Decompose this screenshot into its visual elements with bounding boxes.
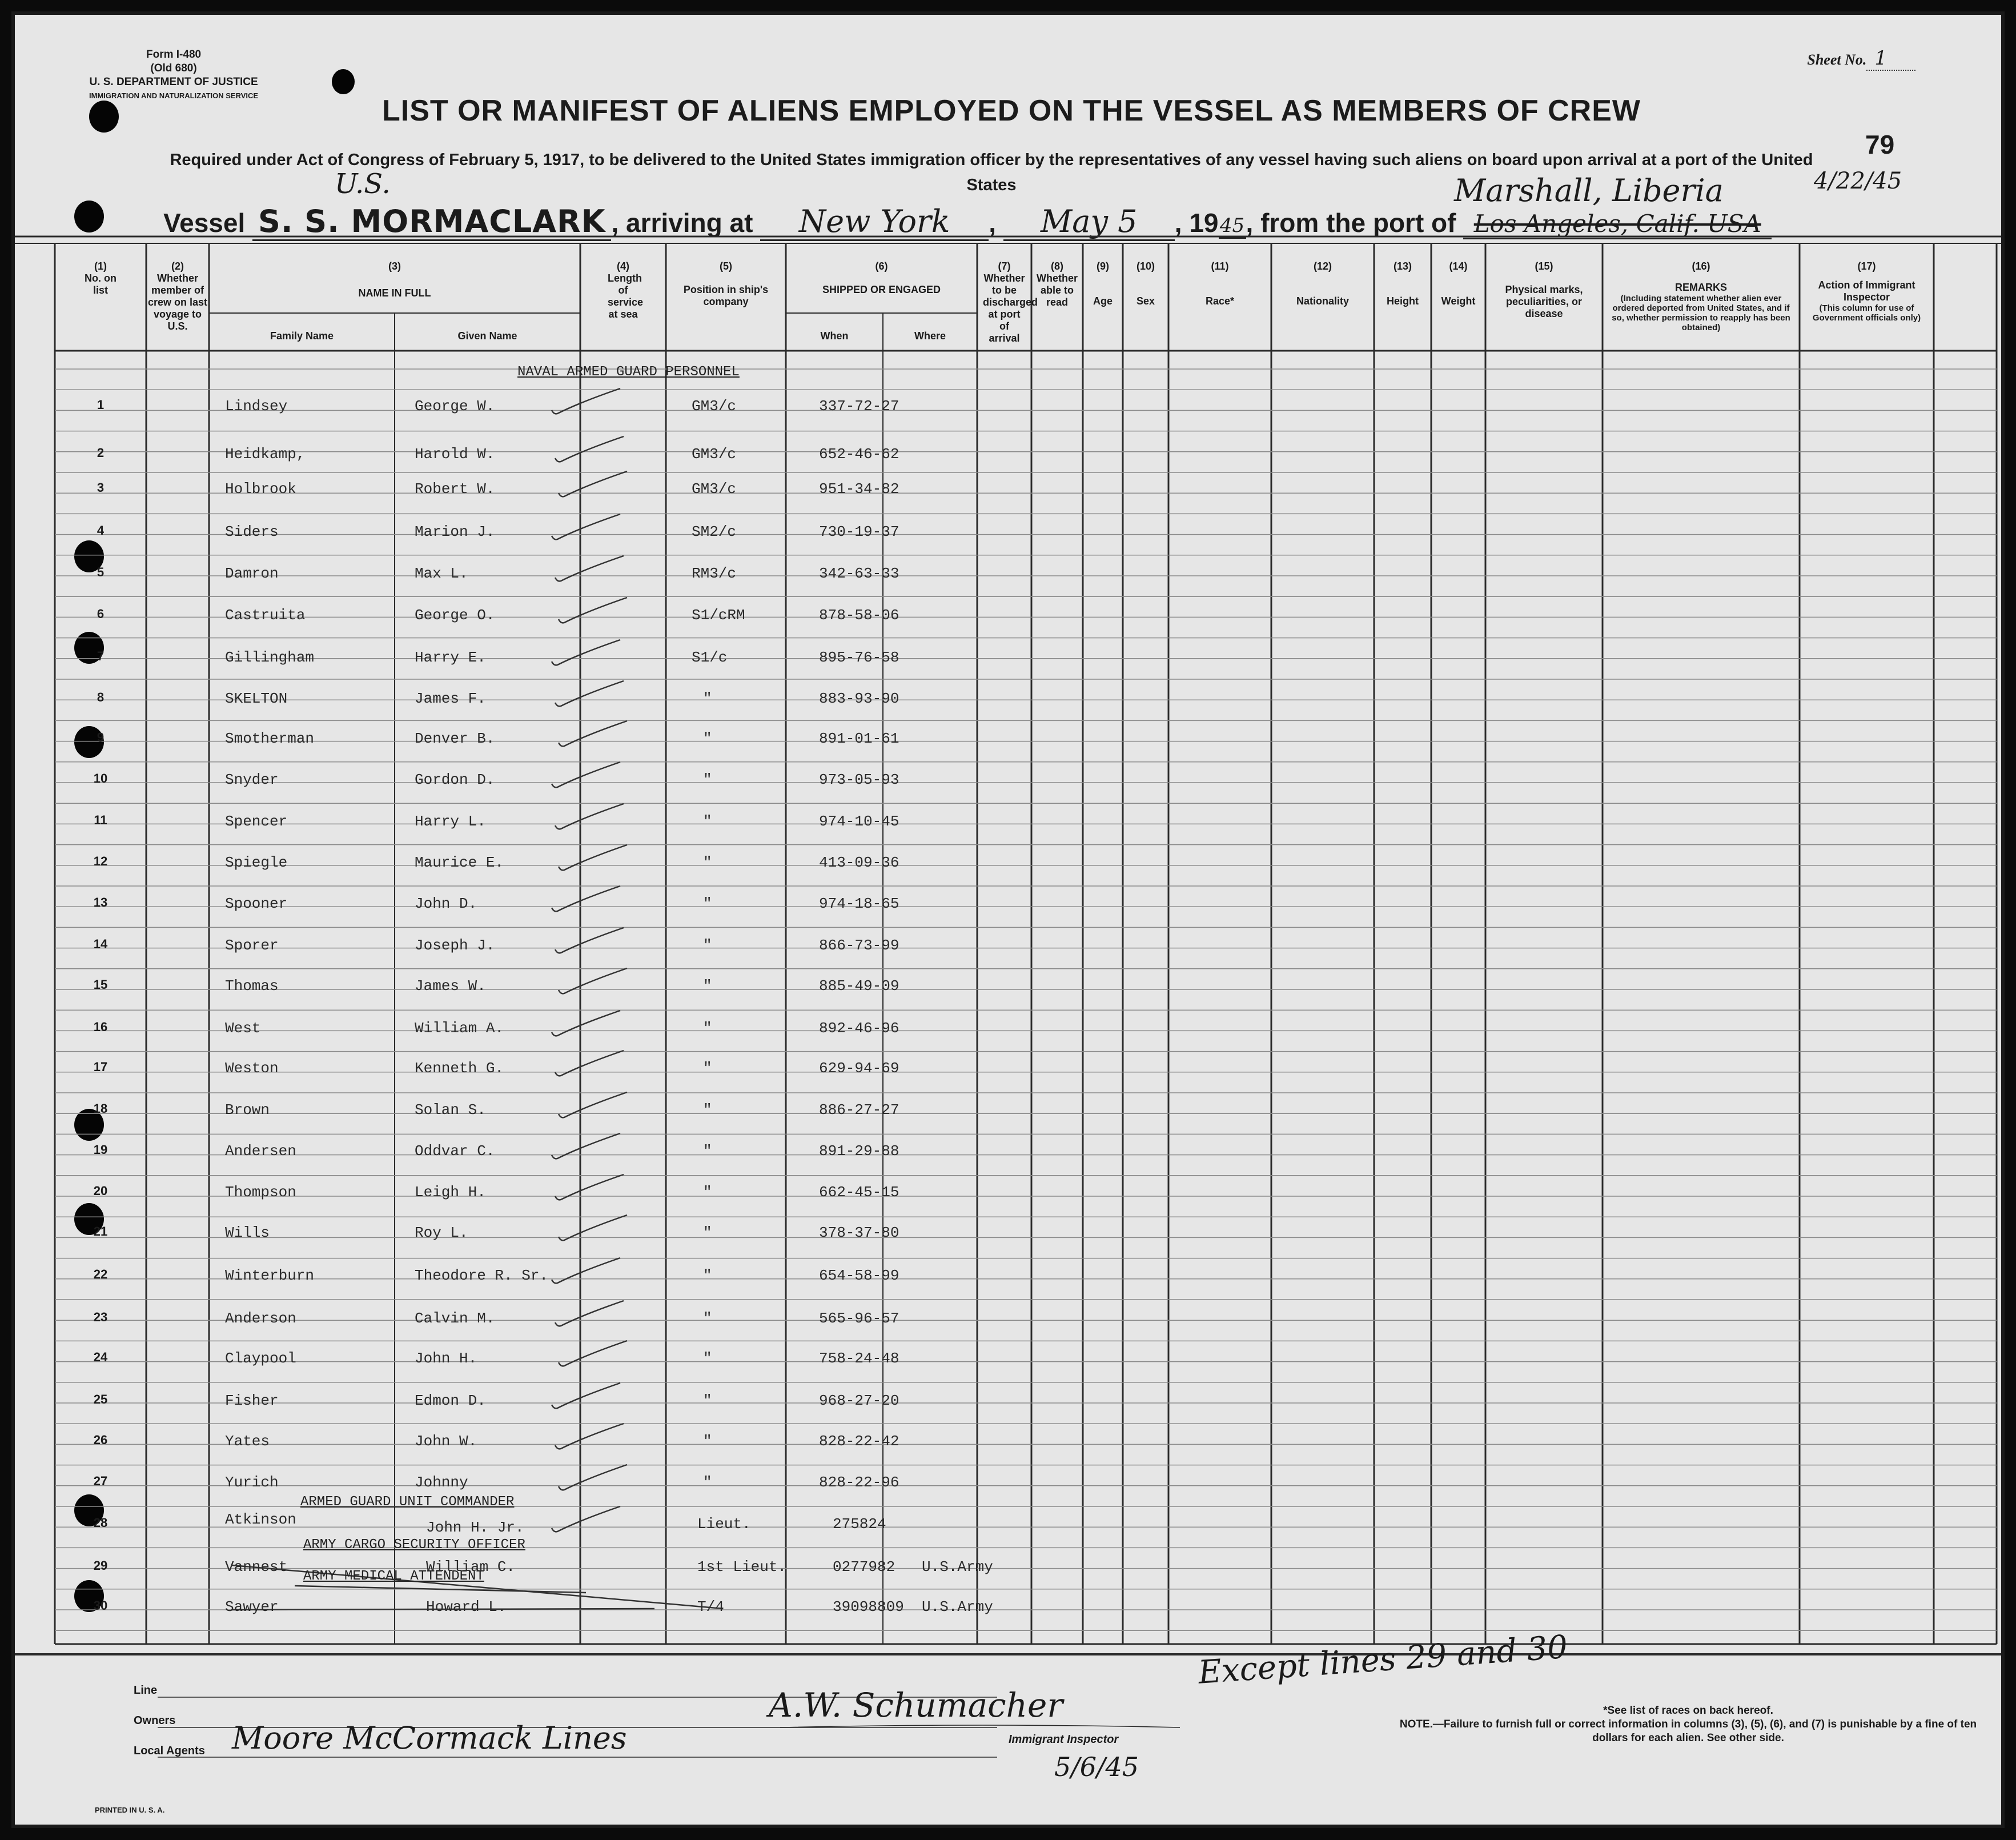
- check-mark: [559, 598, 627, 623]
- position: RM3/c: [692, 565, 737, 582]
- department-name: U. S. DEPARTMENT OF JUSTICE: [89, 76, 258, 88]
- vessel-line: Vessel S. S. MORMACLARK , arriving at New York , May 5 , 1945, from the port of Los Angeles, Calif. USA: [163, 203, 1772, 241]
- col-header-family: Family Name: [270, 330, 334, 342]
- col-header-14: (14) Weight: [1441, 260, 1476, 307]
- position: ": [703, 1101, 712, 1119]
- given-name: Kenneth G.: [415, 1060, 504, 1077]
- row-number: 8: [97, 690, 105, 704]
- family-name: Thompson: [225, 1184, 296, 1201]
- row-number: 11: [94, 813, 107, 827]
- section-army-cargo-officer: ARMY CARGO SECURITY OFFICER: [303, 1537, 525, 1553]
- family-name: Vannest: [225, 1558, 288, 1576]
- shipped-when: 866-73-99: [819, 937, 899, 954]
- shipped-when: 892-46-96: [819, 1020, 899, 1037]
- shipped-when: 413-09-36: [819, 854, 899, 871]
- col-header-13: (13) Height: [1387, 260, 1419, 307]
- col-header-given: Given Name: [457, 330, 517, 342]
- given-name: Denver B.: [415, 730, 495, 747]
- shipped-when: 973-05-93: [819, 771, 899, 788]
- check-mark: [552, 1506, 620, 1532]
- arrival-date: May 5: [1003, 203, 1175, 241]
- given-name: Oddvar C.: [415, 1143, 495, 1160]
- form-number: Form I-480: [146, 49, 202, 61]
- sheet-value: 1: [1866, 47, 1915, 71]
- vessel-name: S. S. MORMACLARK: [252, 203, 611, 241]
- position: S1/c: [692, 649, 728, 666]
- check-mark: [552, 1383, 620, 1408]
- arriving-label: , arriving at: [611, 208, 753, 238]
- shipped-when: 758-24-48: [819, 1350, 899, 1367]
- section-army-medical: ARMY MEDICAL ATTENDENT: [303, 1569, 484, 1584]
- given-name: George O.: [415, 607, 495, 624]
- position: ": [703, 1224, 712, 1241]
- handwritten-date: 4/22/45: [1814, 168, 1902, 194]
- family-name: West: [225, 1020, 261, 1037]
- family-name: Spencer: [225, 813, 288, 830]
- family-name: Thomas: [225, 977, 279, 995]
- given-name: Calvin M.: [415, 1310, 495, 1327]
- col-header-16: (16) REMARKS (Including statement whether alien ever ordered deported from United States, and if so, whether permission to reapply has been obtained): [1612, 260, 1790, 332]
- family-name: Sawyer: [225, 1598, 279, 1615]
- shipped-when: 974-18-65: [819, 895, 899, 912]
- shipped-when: 342-63-33: [819, 565, 899, 582]
- given-name: James W.: [415, 977, 486, 995]
- family-name: Snyder: [225, 771, 279, 788]
- given-name: Harold W.: [415, 446, 495, 463]
- position: ": [703, 1474, 712, 1491]
- row-number: 30: [93, 1598, 108, 1613]
- given-name: Edmon D.: [415, 1392, 486, 1409]
- given-name: James F.: [415, 690, 486, 707]
- col-header-5: (5) Position in ship's company: [683, 260, 769, 307]
- position: GM3/c: [692, 446, 737, 463]
- check-mark: [555, 1301, 624, 1326]
- position: GM3/c: [692, 398, 737, 415]
- check-mark: [552, 1258, 620, 1283]
- given-name: John D.: [415, 895, 477, 912]
- page-title: LIST OR MANIFEST OF ALIENS EMPLOYED ON THE VESSEL AS MEMBERS OF CREW: [382, 94, 1641, 127]
- shipped-when: 662-45-15: [819, 1184, 899, 1201]
- service-name: IMMIGRATION AND NATURALIZATION SERVICE: [89, 91, 259, 100]
- row-number: 12: [93, 854, 108, 868]
- shipped-when: 39098809: [833, 1598, 904, 1615]
- position: ": [703, 1310, 712, 1327]
- vessel-annotation: U.S.: [335, 168, 391, 200]
- position: ": [703, 1060, 712, 1077]
- position: ": [703, 730, 712, 747]
- row-number: 27: [93, 1474, 108, 1488]
- given-name: Maurice E.: [415, 854, 504, 871]
- given-name: Leigh H.: [415, 1184, 486, 1201]
- shipped-when: 828-22-96: [819, 1474, 899, 1491]
- check-mark: [555, 804, 624, 829]
- given-name: John H. Jr.: [426, 1519, 524, 1536]
- row-number: 23: [93, 1310, 108, 1324]
- arrival-year: 45: [1219, 214, 1246, 239]
- row-number: 13: [93, 895, 108, 909]
- row-number: 10: [93, 771, 108, 785]
- shipped-when: 337-72-27: [819, 398, 899, 415]
- check-mark: [552, 514, 620, 539]
- row-number: 24: [93, 1350, 108, 1364]
- shipped-when: 275824: [833, 1516, 886, 1533]
- family-name: Smotherman: [225, 730, 315, 747]
- check-mark: [555, 556, 624, 581]
- family-name: Siders: [225, 523, 279, 540]
- position: ": [703, 1392, 712, 1409]
- row-number: 5: [97, 565, 105, 579]
- vessel-label: Vessel: [163, 208, 246, 238]
- local-agents-value: Moore McCormack Lines: [232, 1720, 627, 1756]
- section-naval-armed-guard: NAVAL ARMED GUARD PERSONNEL: [517, 364, 740, 380]
- shipped-when: 565-96-57: [819, 1310, 899, 1327]
- family-name: Lindsey: [225, 398, 288, 415]
- row-number: 14: [93, 937, 108, 951]
- row-number: 26: [93, 1433, 108, 1447]
- check-mark: [559, 721, 627, 746]
- given-name: Joseph J.: [415, 937, 495, 954]
- shipped-when: 378-37-80: [819, 1224, 899, 1241]
- given-name: Max L.: [415, 565, 468, 582]
- shipped-when: 878-58-06: [819, 607, 899, 624]
- given-name: Harry E.: [415, 649, 486, 666]
- given-name: Johnny: [415, 1474, 468, 1491]
- family-name: Anderson: [225, 1310, 296, 1327]
- manifest-sheet: [11, 11, 2005, 1828]
- shipped-when: 968-27-20: [819, 1392, 899, 1409]
- check-mark: [559, 1215, 627, 1240]
- given-name: John W.: [415, 1433, 477, 1450]
- family-name: Claypool: [225, 1350, 296, 1367]
- col-header-17: (17) Action of Immigrant Inspector (This column for use of Government officials only): [1812, 260, 1921, 323]
- owners-label: Owners: [134, 1714, 176, 1727]
- family-name: Spiegle: [225, 854, 288, 871]
- col-header-1: (1) No. on list: [85, 260, 117, 296]
- position: ": [703, 854, 712, 871]
- row-number: 21: [93, 1224, 108, 1238]
- family-name: Castruita: [225, 607, 306, 624]
- row-number: 19: [93, 1143, 108, 1157]
- family-name: Wills: [225, 1224, 270, 1241]
- exception-note: Except lines 29 and 30: [1197, 1628, 1569, 1691]
- given-name: Theodore R. Sr.: [415, 1267, 549, 1284]
- position: T/4: [697, 1598, 724, 1615]
- footnotes: [1386, 1704, 1991, 1745]
- col-header-3: (3) NAME IN FULL: [358, 260, 431, 299]
- row-number: 17: [93, 1060, 108, 1074]
- row-number: 20: [93, 1184, 108, 1198]
- check-mark: [552, 886, 620, 911]
- position: 1st Lieut.: [697, 1558, 787, 1576]
- given-name: Gordon D.: [415, 771, 495, 788]
- from-port: Los Angeles, Calif. USA: [1463, 210, 1772, 239]
- given-name: Roy L.: [415, 1224, 468, 1241]
- col-header-11: (11) Race*: [1205, 260, 1235, 307]
- given-name: Marion J.: [415, 523, 495, 540]
- col-header-when: When: [820, 330, 849, 342]
- check-mark: [552, 1011, 620, 1036]
- shipped-when: 951-34-82: [819, 480, 899, 498]
- family-name: Atkinson: [225, 1511, 296, 1528]
- shipped-when: 730-19-37: [819, 523, 899, 540]
- shipped-when: 895-76-58: [819, 649, 899, 666]
- position: ": [703, 1267, 712, 1284]
- page-subtitle: Required under Act of Congress of February 5, 1917, to be delivered to the United States immigration officer by the representatives of any vessel having such aliens on board upon arrival at a port of the United States: [170, 151, 1813, 194]
- family-name: Fisher: [225, 1392, 279, 1409]
- family-name: Winterburn: [225, 1267, 315, 1284]
- position: ": [703, 690, 712, 707]
- inspector-date: 5/6/45: [1054, 1751, 1139, 1782]
- family-name: Damron: [225, 565, 279, 582]
- shipped-when: 886-27-27: [819, 1101, 899, 1119]
- inspector-signature: A.W. Schumacher: [769, 1686, 1063, 1725]
- row-number: 22: [93, 1267, 108, 1281]
- shipped-when: 891-29-88: [819, 1143, 899, 1160]
- check-mark: [559, 1465, 627, 1490]
- shipped-when: 629-94-69: [819, 1060, 899, 1077]
- col-header-10: (10) Sex: [1136, 260, 1155, 307]
- shipped-where: U.S.Army: [922, 1558, 993, 1576]
- position: ": [703, 1020, 712, 1037]
- row-number: 15: [93, 977, 108, 992]
- position: Lieut.: [697, 1516, 751, 1533]
- given-name: George W.: [415, 398, 495, 415]
- col-header-where: Where: [914, 330, 946, 342]
- row-number: 25: [93, 1392, 108, 1406]
- printed-in-usa: PRINTED IN U. S. A.: [95, 1806, 165, 1814]
- row-number: 18: [93, 1101, 108, 1116]
- family-name: Spooner: [225, 895, 288, 912]
- shipped-where: U.S.Army: [922, 1598, 993, 1615]
- races-note: *See list of races on back hereof.: [1603, 1705, 1773, 1717]
- section-armed-guard-commander: ARMED GUARD UNIT COMMANDER: [300, 1494, 515, 1510]
- form-old-number: (Old 680): [150, 62, 197, 74]
- line-label: Line: [134, 1684, 158, 1697]
- position: ": [703, 1350, 712, 1367]
- shipped-when: 885-49-09: [819, 977, 899, 995]
- row-number: 7: [97, 649, 105, 663]
- position: ": [703, 977, 712, 995]
- shipped-when: 652-46-62: [819, 446, 899, 463]
- row-number: 29: [93, 1558, 108, 1573]
- col-header-4: (4) Length of service at sea: [608, 260, 644, 320]
- position: ": [703, 895, 712, 912]
- port-annotation: Marshall, Liberia: [1454, 173, 1724, 209]
- from-port-label: , from the port of: [1246, 208, 1456, 238]
- check-mark: [552, 640, 620, 665]
- position: GM3/c: [692, 480, 737, 498]
- given-name: Howard L.: [426, 1598, 507, 1615]
- given-name: William C.: [426, 1558, 516, 1576]
- col-header-15: (15) Physical marks, peculiarities, or disease: [1505, 260, 1583, 319]
- penalty-note: NOTE.—Failure to furnish full or correct information in columns (3), (5), (6), and (7) is punishable by a fine of ten dollars for each alien. See other side.: [1399, 1718, 1977, 1744]
- shipped-when: 891-01-61: [819, 730, 899, 747]
- family-name: Andersen: [225, 1143, 296, 1160]
- shipped-when: 883-93-90: [819, 690, 899, 707]
- shipped-when: 654-58-99: [819, 1267, 899, 1284]
- col-header-7: (7) Whether to be discharged at port of arrival: [983, 260, 1038, 344]
- col-header-2: (2) Whether member of crew on last voyage to U.S.: [147, 260, 208, 332]
- local-agents-label: Local Agents: [134, 1745, 205, 1757]
- position: SM2/c: [692, 523, 737, 540]
- family-name: Yates: [225, 1433, 270, 1450]
- row-number: 28: [93, 1516, 108, 1530]
- position: S1/cRM: [692, 607, 745, 624]
- col-header-12: (12) Nationality: [1296, 260, 1349, 307]
- shipped-when: 974-10-45: [819, 813, 899, 830]
- given-name: Harry L.: [415, 813, 486, 830]
- row-number: 4: [97, 523, 105, 538]
- check-mark: [555, 1424, 624, 1449]
- col-header-9: (9) Age: [1093, 260, 1113, 307]
- shipped-when: 828-22-42: [819, 1433, 899, 1450]
- family-name: Heidkamp,: [225, 446, 306, 463]
- family-name: Sporer: [225, 937, 279, 954]
- given-name: Solan S.: [415, 1101, 486, 1119]
- position: ": [703, 937, 712, 954]
- check-mark: [559, 1341, 627, 1366]
- position: ": [703, 771, 712, 788]
- col-header-6: (6) SHIPPED OR ENGAGED: [822, 260, 941, 295]
- shipped-when: 0277982: [833, 1558, 895, 1576]
- row-number: 1: [97, 398, 105, 412]
- col-header-8: (8) Whether able to read: [1037, 260, 1078, 308]
- position: ": [703, 1143, 712, 1160]
- check-mark: [555, 928, 624, 953]
- row-number: 3: [97, 480, 105, 495]
- given-name: William A.: [415, 1020, 504, 1037]
- given-name: Robert W.: [415, 480, 495, 498]
- page-number: 79: [1865, 130, 1895, 159]
- family-name: Holbrook: [225, 480, 296, 498]
- family-name: Brown: [225, 1101, 270, 1119]
- check-mark: [552, 762, 620, 787]
- inspector-label: Immigrant Inspector: [1009, 1733, 1119, 1746]
- row-number: 9: [97, 730, 105, 744]
- row-number: 6: [97, 607, 105, 621]
- given-name: John H.: [415, 1350, 477, 1367]
- family-name: Weston: [225, 1060, 279, 1077]
- sheet-label: Sheet No.: [1807, 51, 1867, 68]
- arriving-port: New York: [760, 203, 989, 241]
- family-name: Gillingham: [225, 649, 315, 666]
- year-prefix: , 19: [1174, 208, 1219, 238]
- row-number: 2: [97, 446, 105, 460]
- check-mark: [559, 845, 627, 870]
- position: ": [703, 1184, 712, 1201]
- position: ": [703, 813, 712, 830]
- check-mark: [555, 681, 624, 706]
- family-name: Yurich: [225, 1474, 279, 1491]
- check-mark: [555, 436, 624, 462]
- row-number: 16: [93, 1020, 108, 1034]
- family-name: SKELTON: [225, 690, 288, 707]
- position: ": [703, 1433, 712, 1450]
